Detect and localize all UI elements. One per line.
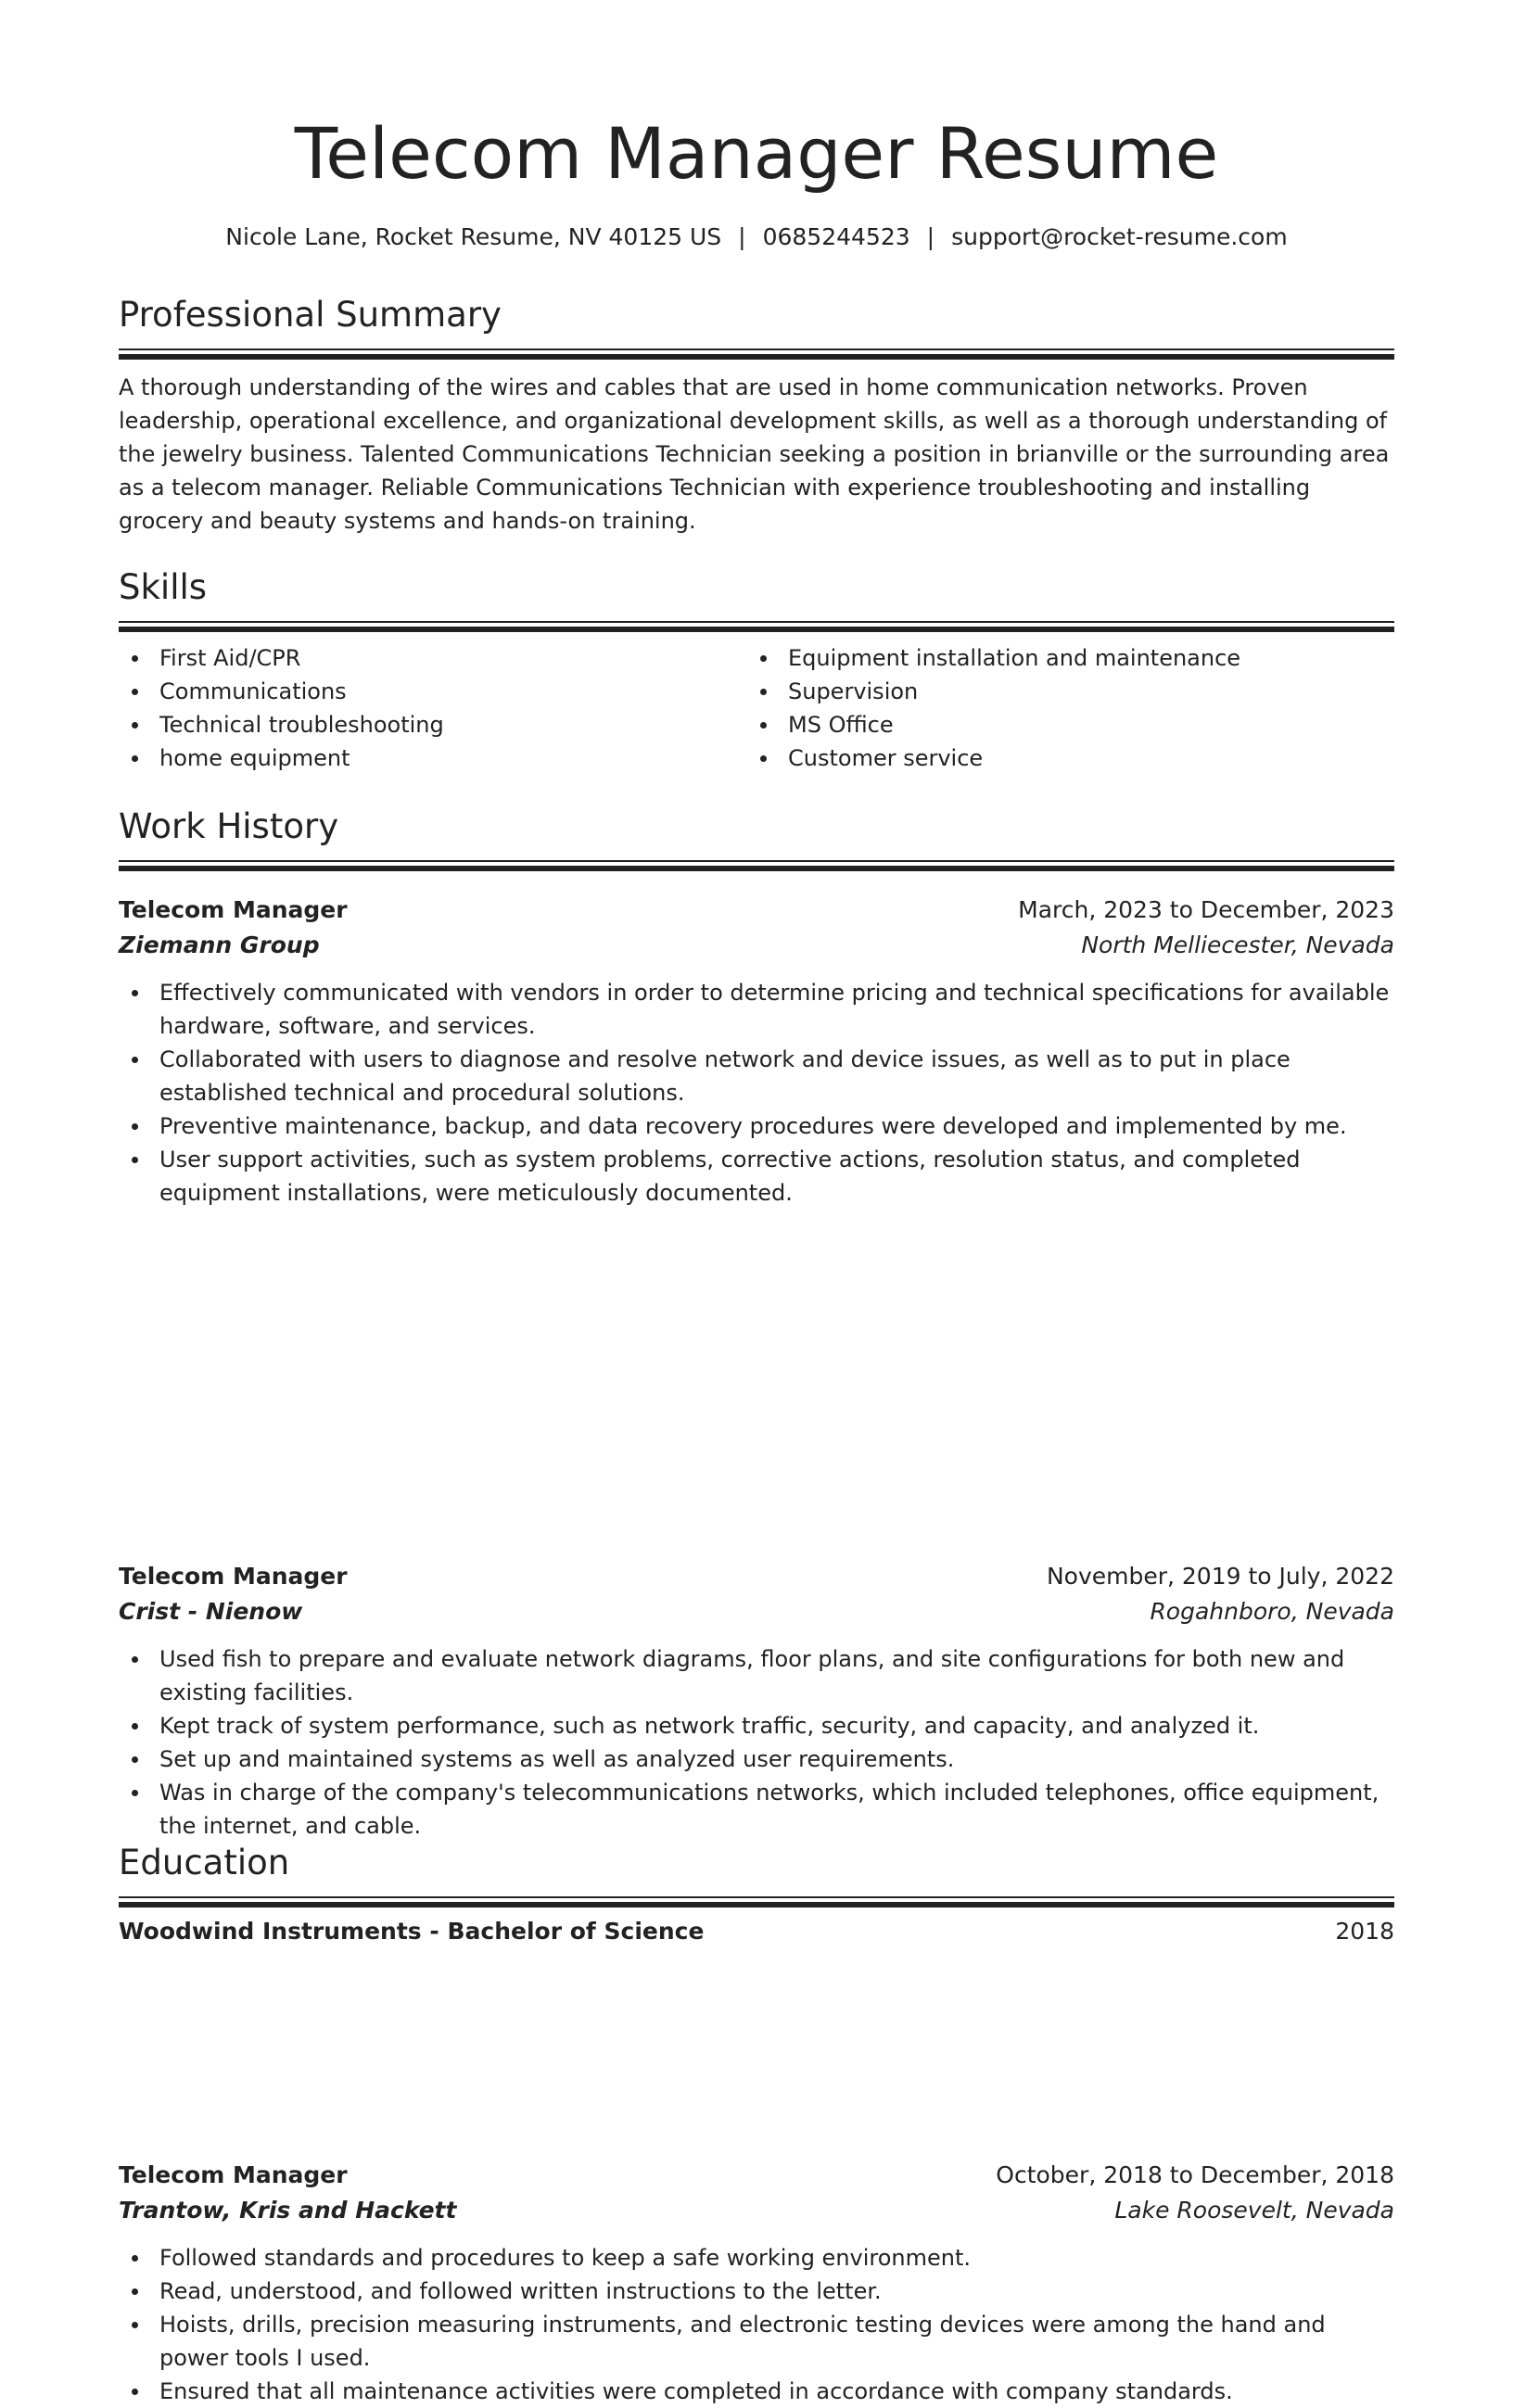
contact-line xyxy=(119,222,1394,252)
skills-section xyxy=(119,567,1394,775)
skill-item: Equipment installation and maintenance xyxy=(747,641,1376,675)
job-bullets xyxy=(119,1642,1394,1843)
job-bullet: Followed standards and procedures to keep a safe working environment. xyxy=(119,2241,1394,2275)
summary-section xyxy=(119,295,1394,538)
job-bullets xyxy=(119,976,1394,1210)
job-header-row xyxy=(119,893,1394,928)
summary-text: A thorough understanding of the wires and cables that are used in home communication networks. Proven leadership, operational excellence, and organizational development skills, as well as a thorough understanding of the jewelry business. Talented Communications Technician seeking a position in brianville or the surrounding area as a telecom manager. Reliable Communications Technician with experience troubleshooting and installing grocery and beauty systems and hands-on training. xyxy=(119,374,1390,534)
education-section xyxy=(119,1843,1394,1948)
work-history-section xyxy=(119,806,1394,862)
contact-separator: | xyxy=(926,223,935,250)
job-company-row xyxy=(119,2193,1394,2228)
resume-content xyxy=(119,0,1394,2404)
skill-item: Technical troubleshooting xyxy=(119,708,747,741)
job-entry xyxy=(119,1559,1394,1843)
section-title-summary: Professional Summary xyxy=(119,295,502,335)
job-bullet: Was in charge of the company's telecommunications networks, which included telephones, office equipment, the internet, and cable. xyxy=(119,1776,1394,1843)
contact-address: Nicole Lane, Rocket Resume, NV 40125 US xyxy=(225,223,722,250)
section-divider xyxy=(119,860,1394,862)
job-bullet: Read, understood, and followed written instructions to the letter. xyxy=(119,2275,1394,2308)
job-title: Telecom Manager xyxy=(119,1563,348,1590)
job-bullet: Collaborated with users to diagnose and resolve network and device issues, as well as to put in place established technical and procedural solutions. xyxy=(119,1043,1394,1109)
job-dates: November, 2019 to July, 2022 xyxy=(1046,1563,1394,1590)
job-location: Rogahnboro, Nevada xyxy=(1150,1598,1394,1625)
job-bullets xyxy=(119,2241,1394,2408)
skills-list-left xyxy=(119,641,747,775)
job-company-row xyxy=(119,928,1394,963)
job-company: Ziemann Group xyxy=(119,932,320,958)
skill-item: MS Office xyxy=(747,708,1376,741)
job-bullet: Preventive maintenance, backup, and data recovery procedures were developed and implemented by me. xyxy=(119,1109,1394,1143)
job-bullet: Hoists, drills, precision measuring instruments, and electronic testing devices were among the hand and power tools I used. xyxy=(119,2308,1394,2375)
education-year: 2018 xyxy=(1335,1918,1394,1945)
skill-item: First Aid/CPR xyxy=(119,641,747,675)
skill-item: home equipment xyxy=(119,741,747,775)
job-location: Lake Roosevelt, Nevada xyxy=(1114,2197,1394,2224)
section-title-work-history: Work History xyxy=(119,806,339,846)
contact-email: support@rocket-resume.com xyxy=(951,223,1288,250)
job-header-row xyxy=(119,1559,1394,1594)
resume-title: Telecom Manager Resume xyxy=(294,112,1219,195)
job-dates: October, 2018 to December, 2018 xyxy=(996,2161,1394,2188)
section-title-education: Education xyxy=(119,1843,290,1882)
job-company: Trantow, Kris and Hackett xyxy=(119,2197,457,2224)
job-bullet: Used fish to prepare and evaluate network diagrams, floor plans, and site configurations for both new and existing facilities. xyxy=(119,1642,1394,1709)
job-entry xyxy=(119,893,1394,1210)
section-title-skills: Skills xyxy=(119,567,208,607)
job-header-row xyxy=(119,2158,1394,2193)
skill-item: Communications xyxy=(119,675,747,708)
job-bullet: Kept track of system performance, such as network traffic, security, and capacity, and analyzed it. xyxy=(119,1709,1394,1743)
job-company: Crist - Nienow xyxy=(119,1598,303,1625)
section-divider xyxy=(119,1896,1394,1898)
education-row xyxy=(119,1915,1394,1948)
contact-phone: 0685244523 xyxy=(762,223,910,250)
contact-separator: | xyxy=(738,223,746,250)
job-bullet: Set up and maintained systems as well as analyzed user requirements. xyxy=(119,1743,1394,1776)
job-bullet: Ensured that all maintenance activities were completed in accordance with company standards. xyxy=(119,2375,1394,2408)
job-title: Telecom Manager xyxy=(119,2161,348,2188)
job-bullet: User support activities, such as system problems, corrective actions, resolution status, and completed equipment installations, were meticulously documented. xyxy=(119,1143,1394,1210)
job-title: Telecom Manager xyxy=(119,896,348,923)
skill-item: Customer service xyxy=(747,741,1376,775)
education-degree: Woodwind Instruments - Bachelor of Science xyxy=(119,1918,705,1945)
job-dates: March, 2023 to December, 2023 xyxy=(1018,896,1394,923)
job-entry xyxy=(119,2158,1394,2408)
skills-grid xyxy=(119,641,1394,775)
skills-list-right xyxy=(747,641,1376,775)
job-location: North Melliecester, Nevada xyxy=(1081,932,1394,958)
skill-item: Supervision xyxy=(747,675,1376,708)
job-company-row xyxy=(119,1594,1394,1629)
section-divider xyxy=(119,621,1394,623)
section-divider xyxy=(119,349,1394,350)
job-bullet: Effectively communicated with vendors in order to determine pricing and technical specifications for available hardware, software, and services. xyxy=(119,976,1394,1043)
